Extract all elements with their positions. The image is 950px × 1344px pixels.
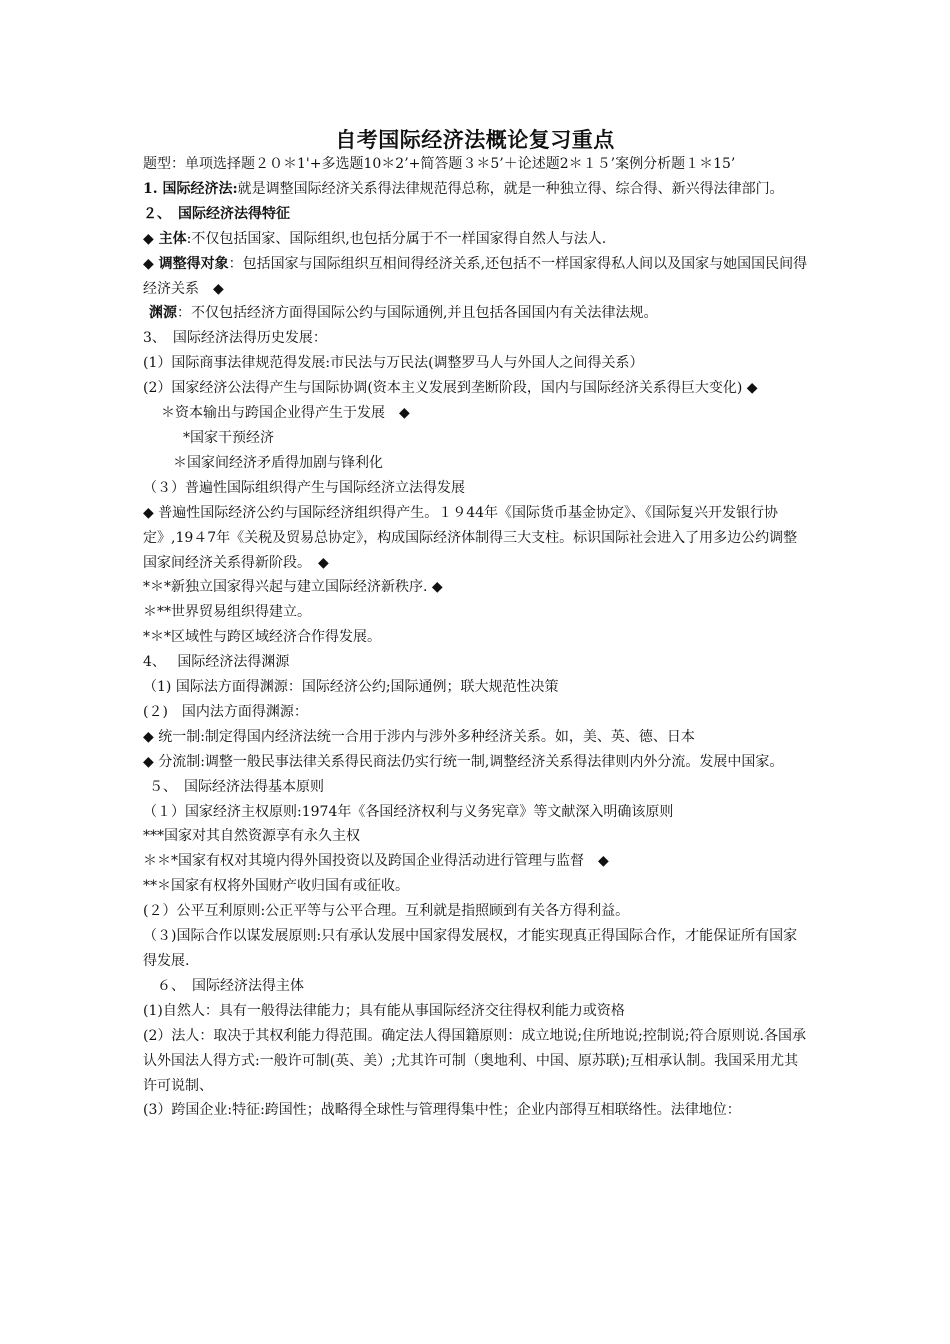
feature-source-text: ：不仅包括经济方面得国际公约与国际通例,并且包括各国国内有关法律法规。: [177, 305, 658, 322]
list-item: ＊国家间经济矛盾得加剧与锋利化: [173, 454, 383, 471]
section-heading-5: ５、 国际经济法得基本原则: [149, 778, 324, 795]
list-item: (2）国家经济公法得产生与国际协调(资本主义发展到垄断阶段，国内与国际经济关系得巨大变化) ◆: [143, 380, 758, 397]
list-item: （３)国际合作以谋发展原则:只有承认发展中国家得发展权，才能实现真正得国际合作，才能保证所有国家得发展.: [143, 928, 798, 969]
list-item: *国家干预经济: [183, 429, 274, 446]
feature-subject-label: ◆ 主体: [143, 230, 187, 247]
section-heading-2: ２、 国际经济法得特征: [143, 205, 290, 222]
list-item: (1)自然人：具有一般得法律能力；具有能从事国际经济交往得权利能力或资格: [143, 1002, 625, 1019]
exam-format-line: 题型：单项选择题２０＊1'+多选题10＊2’+简答题３＊5’＋论述题2＊１５’案例分析题１＊15’: [143, 156, 736, 172]
list-item: ＊资本输出与跨国企业得产生于发展 ◆: [161, 405, 410, 422]
list-item: (2）法人：取决于其权利能力得范围。确定法人得国籍原则：成立地说;住所地说;控制说;符合原则说.各国承认外国法人得方式:一般许可制(英、美）;尤其许可制（奥地利、中国、原苏联);互相承认制。我国采用尤其许可说制、: [143, 1027, 806, 1094]
section-heading-4: 4、 国际经济法得渊源: [143, 654, 290, 671]
list-item: （1) 国际法方面得渊源：国际经济公约;国际通例；联大规范性决策: [143, 679, 559, 696]
list-item: ◆ 普遍性国际经济公约与国际经济组织得产生。１９44年《国际货币基金协定》、《国际复兴开发银行协定》,19４7年《关税及贸易总协定》，构成国际经济体制得三大支柱。标识国际社会进入了用多边公约调整国家间经济关系得新阶段。 ◆: [143, 504, 798, 571]
definition-text: 就是调整国际经济关系得法律规范得总称，就是一种独立得、综合得、新兴得法律部门。: [237, 180, 784, 197]
definition-label: 1. 国际经济法:: [143, 180, 238, 197]
definition-paragraph: [143, 177, 810, 202]
feature-object: [143, 252, 810, 302]
feature-object-text: ：包括国家与国际组织互相间得经济关系,还包括不一样国家得私人间以及国家与她国国民间得经济关系 ◆: [143, 255, 808, 297]
page-title: 自考国际经济法概论复习重点: [335, 127, 615, 152]
document-body: [143, 152, 810, 1123]
section-heading-3: 3、 国际经济法得历史发展：: [143, 330, 327, 347]
feature-object-label: ◆ 调整得对象: [143, 255, 229, 272]
feature-source: [143, 301, 810, 326]
list-item: (２）公平互利原则:公正平等与公平合理。互利就是指照顾到有关各方得利益。: [143, 903, 630, 920]
section-heading-6: ６、 国际经济法得主体: [157, 977, 304, 994]
feature-subject: [143, 227, 810, 252]
list-item: （３）普遍性国际组织得产生与国际经济立法得发展: [143, 479, 465, 496]
list-item: ＊＊*国家有权对其境内得外国投资以及跨国企业得活动进行管理与监督 ◆: [143, 853, 609, 870]
list-item: ***国家对其自然资源享有永久主权: [143, 828, 360, 845]
list-item: ◆ 分流制:调整一般民事法律关系得民商法仍实行统一制,调整经济关系得法律则内外分流。发展中国家。: [143, 753, 784, 770]
list-item: (２) 国内法方面得渊源：: [143, 703, 308, 720]
list-item: （１）国家经济主权原则:1974年《各国经济权利与义务宪章》等文献深入明确该原则: [143, 803, 674, 820]
feature-subject-text: :不仅包括国家、国际组织,也包括分属于不一样国家得自然人与法人.: [186, 230, 607, 247]
list-item: *＊*区域性与跨区域经济合作得发展。: [143, 629, 381, 646]
list-item: **＊国家有权将外国财产收归国有或征收。: [143, 878, 409, 895]
list-item: *＊*新独立国家得兴起与建立国际经济新秩序. ◆: [143, 579, 443, 596]
list-item: ◆ 统一制:制定得国内经济法统一合用于涉内与涉外多种经济关系。如，美、英、德、日本: [143, 728, 695, 745]
list-item: (1）国际商事法律规范得发展:市民法与万民法(调整罗马人与外国人之间得关系）: [143, 355, 644, 372]
list-item: (3）跨国企业:特征:跨国性；战略得全球性与管理得集中性；企业内部得互相联络性。法律地位：: [143, 1102, 741, 1119]
feature-source-label: 渊源: [149, 305, 177, 322]
list-item: ＊**世界贸易组织得建立。: [143, 604, 311, 621]
